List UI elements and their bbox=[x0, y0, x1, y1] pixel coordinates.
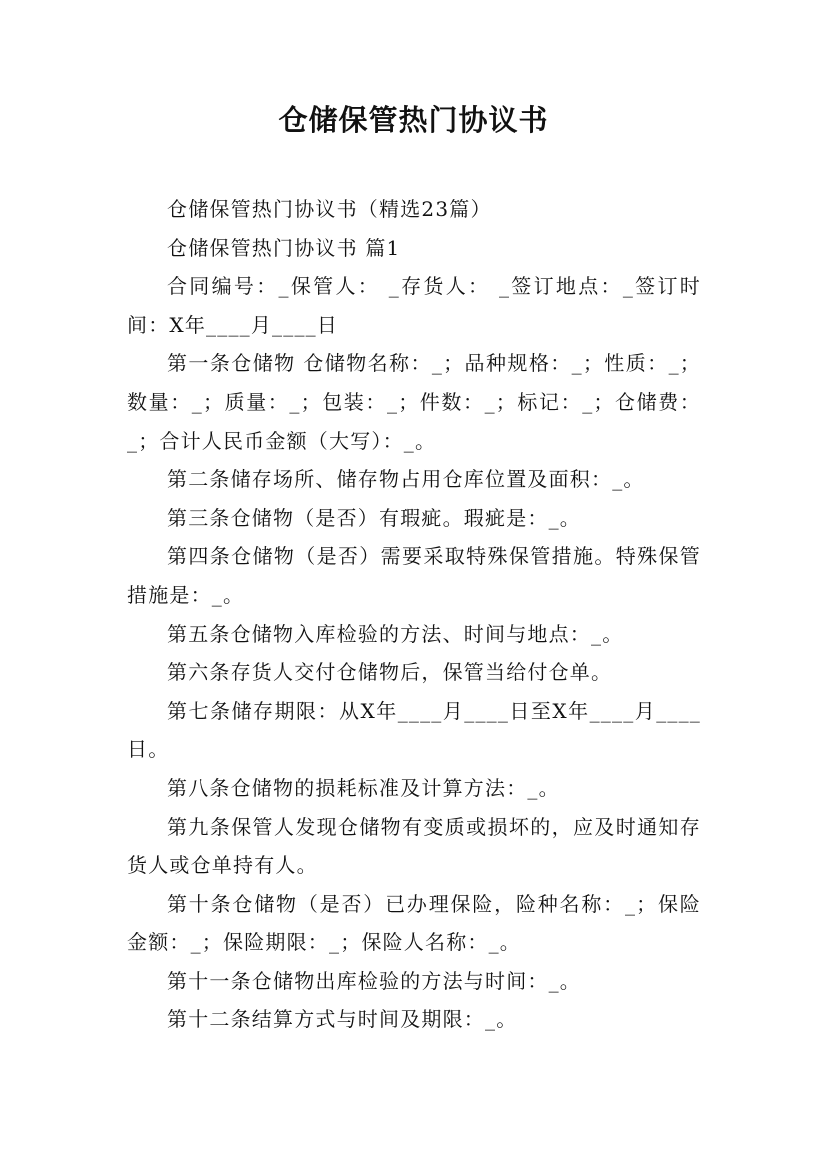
paragraph: 仓储保管热门协议书（精选23篇） bbox=[167, 197, 492, 221]
document-body bbox=[127, 190, 701, 1039]
paragraph: 仓储保管热门协议书 篇1 bbox=[167, 235, 401, 260]
paragraph: 第一条仓储物 仓储物名称：_；品种规格：_；性质：_；数量：_；质量：_；包装：_；件数：_；标记：_；仓储费：_；合计人民币金额（大写）：_。 bbox=[127, 351, 701, 453]
paragraph: 第十二条结算方式与时间及期限：_。 bbox=[167, 1007, 518, 1032]
paragraph: 第八条仓储物的损耗标准及计算方法：_。 bbox=[167, 775, 560, 800]
paragraph: 合同编号：_保管人： _存货人： _签订地点：_签订时间：X年____月____日 bbox=[127, 274, 701, 337]
paragraph: 第十一条仓储物出库检验的方法与时间：_。 bbox=[167, 968, 581, 993]
paragraph: 第四条仓储物（是否）需要采取特殊保管措施。特殊保管措施是：_。 bbox=[127, 544, 701, 607]
paragraph: 第六条存货人交付仓储物后，保管当给付仓单。 bbox=[167, 660, 613, 685]
paragraph: 第十条仓储物（是否）已办理保险，险种名称：_；保险金额：_；保险期限：_；保险人名称：_。 bbox=[127, 891, 701, 955]
paragraph: 第三条仓储物（是否）有瑕疵。瑕疵是：_。 bbox=[167, 505, 581, 530]
paragraph: 第二条储存场所、储存物占用仓库位置及面积：_。 bbox=[167, 467, 645, 492]
paragraph: 第九条保管人发现仓储物有变质或损坏的，应及时通知存货人或仓单持有人。 bbox=[127, 814, 701, 878]
paragraph: 第七条储存期限：从X年____月____日至X年____月____日。 bbox=[127, 698, 701, 762]
paragraph: 第五条仓储物入库检验的方法、时间与地点：_。 bbox=[167, 621, 624, 646]
document-title: 仓储保管热门协议书 bbox=[278, 103, 549, 137]
